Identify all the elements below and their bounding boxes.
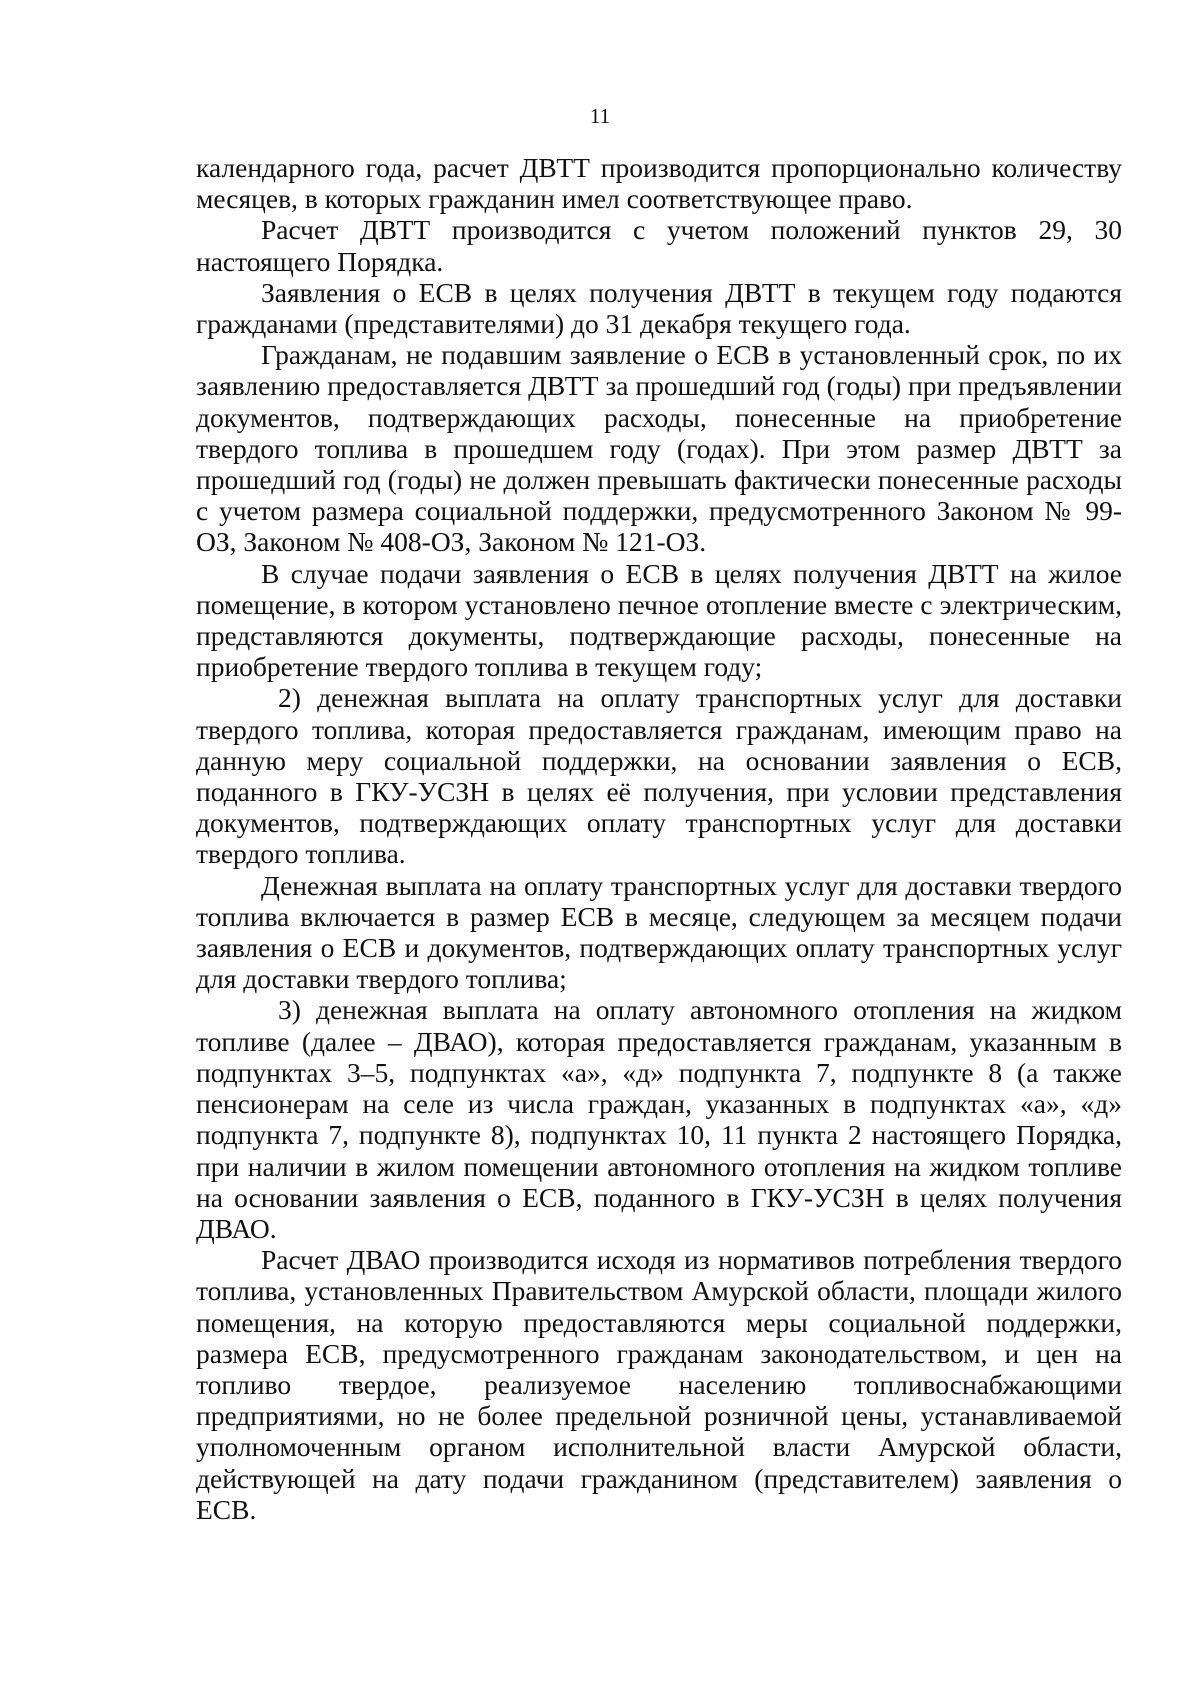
paragraph-3: Заявления о ЕСВ в целях получения ДВТТ в текущем году подаются гражданами (представителями) до 31 декабря текущего года.	[196, 276, 1122, 340]
paragraph-5: В случае подачи заявления о ЕСВ в целях получения ДВТТ на жилое помещение, в котором установлено печное отопление вместе с электрическим, представляются документы, подтверждающие расходы, понесенные на приобретение твердого топлива в текущем году;	[196, 557, 1122, 683]
paragraph-2: Расчет ДВТТ производится с учетом положений пунктов 29, 30 настоящего Порядка.	[196, 214, 1122, 277]
paragraph-1: календарного года, расчет ДВТТ производится пропорционально количеству месяцев, в которых гражданин имел соответствующее право.	[196, 152, 1122, 215]
paragraph-8: 3) денежная выплата на оплату автономного отопления на жидком топливе (далее – ДВАО), которая предоставляется гражданам, указанным в подпунктах 3–5, подпунктах «а», «д» подпункта 7, подпункте 8 (а также пенсионерам на селе из числа граждан, указанных в подпунктах «а», «д» подпункта 7, подпункте 8), подпунктах 10, 11 пункта 2 настоящего Порядка, при наличии в жилом помещении автономного отопления на жидком топливе на основании заявления о ЕСВ, поданного в ГКУ-УСЗН в целях получения ДВАО.	[196, 994, 1122, 1244]
document-body	[196, 152, 1122, 1525]
paragraph-7: Денежная выплата на оплату транспортных услуг для доставки твердого топлива включается в размер ЕСВ в месяце, следующем за месяцем подачи заявления о ЕСВ и документов, подтверждающих оплату транспортных услуг для доставки твердого топлива;	[196, 869, 1122, 995]
page-number: 11	[589, 104, 611, 128]
paragraph-4: Гражданам, не подавшим заявление о ЕСВ в установленный срок, по их заявлению предоставляется ДВТТ за прошедший год (годы) при предъявлении документов, подтверждающих расходы, понесенные на приобретение твердого топлива в прошедшем году (годах). При этом размер ДВТТ за прошедший год (годы) не должен превышать фактически понесенные расходы с учетом размера социальной поддержки, предусмотренного Законом № 99-ОЗ, Законом № 408-ОЗ, Законом № 121-ОЗ.	[196, 339, 1122, 558]
paragraph-6: 2) денежная выплата на оплату транспортных услуг для доставки твердого топлива, которая предоставляется гражданам, имеющим право на данную меру социальной поддержки, на основании заявления о ЕСВ, поданного в ГКУ-УСЗН в целях её получения, при условии представления документов, подтверждающих оплату транспортных услуг для доставки твердого топлива.	[196, 682, 1122, 870]
paragraph-9: Расчет ДВАО производится исходя из нормативов потребления твердого топлива, установленных Правительством Амурской области, площади жилого помещения, на которую предоставляются меры социальной поддержки, размера ЕСВ, предусмотренного гражданам законодательством, и цен на топливо твердое, реализуемое населению топливоснабжающими предприятиями, но не более предельной розничной цены, устанавливаемой уполномоченным органом исполнительной власти Амурской области, действующей на дату подачи гражданином (представителем) заявления о ЕСВ.	[196, 1244, 1122, 1525]
